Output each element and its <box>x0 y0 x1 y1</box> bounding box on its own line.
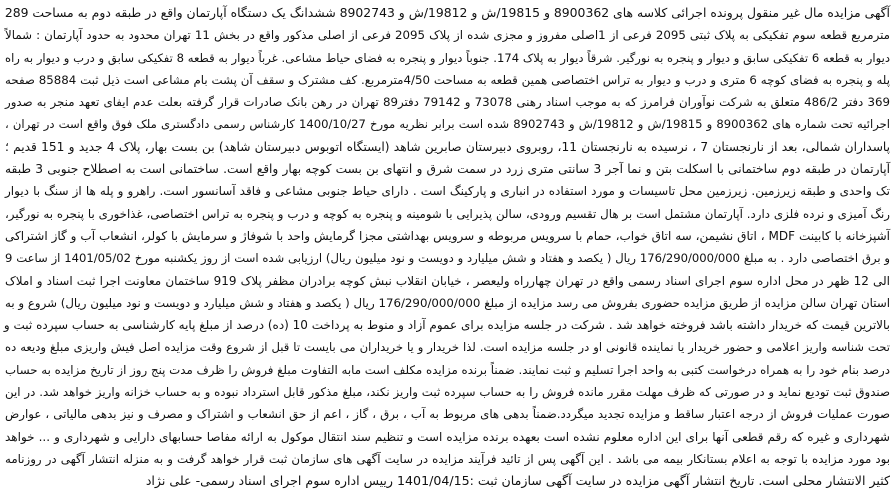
notice-line: رنگ آمیزی و نرده فلزی دارد. آپارتمان مشتمل است بر هال تقسیم ورودی، سالن پذیرایی با شومینه و پنجره به کوچه و درب و پنجره به تراس اختصاصی، غذاخوری با پنجره به نورگیر، <box>5 206 890 221</box>
notice-line: پله و پنجره به فضای کوچه 6 متری و درب و دیوار به تراس اختصاصی همین قطعه به مساحت 4/50مترمربع. کف مشترک و سقف آن پشت بام مشاعی است ذیل ثبت 85884 صفحه <box>5 72 890 87</box>
notice-line: 369 دفتر 486/2 متعلق به شرکت نوآوران فرامرز که به موجب اسناد رهنی 73078 و 79142 دفتر89 تهران در رهن بانک صادرات قرار گرفته بعلت عدم ایفای تعهد منجر به صدور <box>5 95 890 110</box>
notice-line: و برق اختصاصی دارد . به مبلغ 176/290/000/000 ریال ( یکصد و هفتاد و شش میلیارد و دویست و نود میلیون ریال) ارزیابی شده است از روز یکشنبه مورخ 1401/05/02 از ساعت 9 <box>5 251 890 266</box>
notice-line: بود مورد مزایده با توجه به اعلام بستانکار بیمه می باشد . این آگهی پس از تائید فرآیند مزایده در سایت آگهی های سازمان ثبت قرار خواهد گرفت و به منزله انتشار آگهی در روزنامه <box>5 451 890 466</box>
notice-line: بالاترین قیمت که خریدار داشته باشد فروخته خواهد شد . شرکت در جلسه مزایده برای عموم آزاد و منوط به پرداخت 10 (ده) درصد از مبلغ پایه کارشناسی به حساب سپرده ثبت و <box>3 318 890 333</box>
notice-line: آشپزخانه با کابینت MDF ، اتاق نشیمن، سه اتاق خواب، حمام با سرویس مربوطه و سرویس بهداشتی مجزا گرمایش واحد با شوفاژ و سرمایش با کولر، انشعاب آب و گاز اشتراکی <box>5 228 890 243</box>
notice-line: صندوق ثبت تودیع نماید و در صورتی که ظرف مهلت مقرر مانده فروش را به حساب سپرده ثبت واریز نکند، مبلغ مذکور قابل استرداد نبوده و به حساب خزانه واریز خواهد شد. در این <box>5 385 890 400</box>
notice-line: استان تهران سالن مزایده از طریق مزایده حضوری بفروش می رسد مزایده از مبلغ 176/290/000/000 ریال ( یکصد و هفتاد و شش میلیارد و دویست و نود میلیون ریال) شروع و به <box>5 295 890 310</box>
notice-line: آگهی مزایده مال غیر منقول پرونده اجرائی کلاسه های 8900362 و 19815/ش و 19812/ش و 8902743 ششدانگ یک دستگاه آپارتمان واقع در طبقه دوم به مساحت 289 <box>4 5 890 20</box>
notice-line: اجرائیه تحت شماره های 8900362 و 19815/ش و 19812/ش و 8902743 شده است برابر نظریه مورخ 1400/10/27 کارشناس رسمی دادگستری ملک فوق واقع است در تهران ، <box>5 117 890 132</box>
notice-line: درصد بنام خود را به همراه درخواست کتبی به واحد اجرا تسلیم و ثبت نمایند. ضمناً برنده مزایده مکلف است مابه التفاوت مبلغ فروش را ظرف مدت پنج روز از تاریخ مزایده به حساب <box>5 362 890 377</box>
notice-line: تحت شناسه واریز اعلامی و حضور خریدار یا نماینده قانونی او در جلسه مزایده است. لذا خریدار و یا خریداران می بایست تا قبل از شروع وقت مزایده اصل فیش واریزی مبلغ ودیعه ده <box>5 340 890 355</box>
notice-line: الی 12 ظهر در محل اداره سوم اجرای اسناد رسمی واقع در تهران چهارراه ولیعصر ، خیابان انقلاب نبش کوچه برادران مظفر پلاک 919 ساختمان معاونت اجرا ثبت اسناد و املاک <box>5 273 890 288</box>
notice-line: مترمربع قطعه سوم تفکیکی به پلاک ثبتی 2095 فرعی از 1اصلی مفروز و مجزی شده از پلاک 2095 فرعی از اصلی مذکور واقع در بخش 11 تهران محدود به حدود آپارتمان : شمالاً <box>5 28 890 43</box>
notice-line: دیوار به قطعه 6 تفکیکی سابق و دیوار و پنجره به نورگیر. شرقاً دیوار به پلاک 174. جنوباً دیوار و پنجره به فضای حیاط مشاعی. غرباً دیوار به قطعه 8 تفکیکی سابق و درب و دیوار به راه <box>5 50 890 65</box>
notice-line: پاسداران شمالی، بعد از نارنجستان 7 ، نرسیده به نارنجستان 11، روبروی دبیرستان صابرین شاهد (ایستگاه اتوبوس دبیرستان شاهد) بن بست بهار، پلاک 4 جدید و 151 قدیم ؛ <box>5 139 891 154</box>
notice-line-signature: کثیر الانتشار محلی است. تاریخ انتشار آگهی مزایده در سایت آگهی سازمان ثبت :1401/04/15 رییس اداره سوم اجرای اسناد رسمی- علی نژاد <box>145 473 890 489</box>
notice-line: صورت عملیات فروش از درجه اعتبار ساقط و مزایده تجدید میگردد.ضمناً بدهی های مربوط به آب ، برق ، گاز ، اعم از حق انشعاب و اشتراک و مصرف و نیز بدهی مالیاتی ، عوارض <box>5 407 890 422</box>
notice-line: شهرداری و غیره که رقم قطعی آنها برای این اداره معلوم نشده است بعهده برنده مزایده است و تنظیم سند انتقال موکول به ارائه مفاصا حسابهای دارایی و شهرداری و ... خواهد <box>5 429 890 444</box>
notice-line: آپارتمان در طبقه دوم ساختمانی با اسکلت بتن و نما آجر 3 سانتی متری زرد در سمت شرق و انتهای بن بست کوچه بهار واقع است. ساختمانی است به اصطلاح جنوبی 3 طبقه <box>5 162 891 177</box>
notice-line: تک واحدی و طبقه زیرزمین. زیرزمین محل تاسیسات و مورد استفاده در انباری و پارکینگ است . دارای حیاط جنوبی مشاعی و فاقد آسانسور است. راهرو و پله ها از سنگ با دیوار <box>5 184 890 199</box>
